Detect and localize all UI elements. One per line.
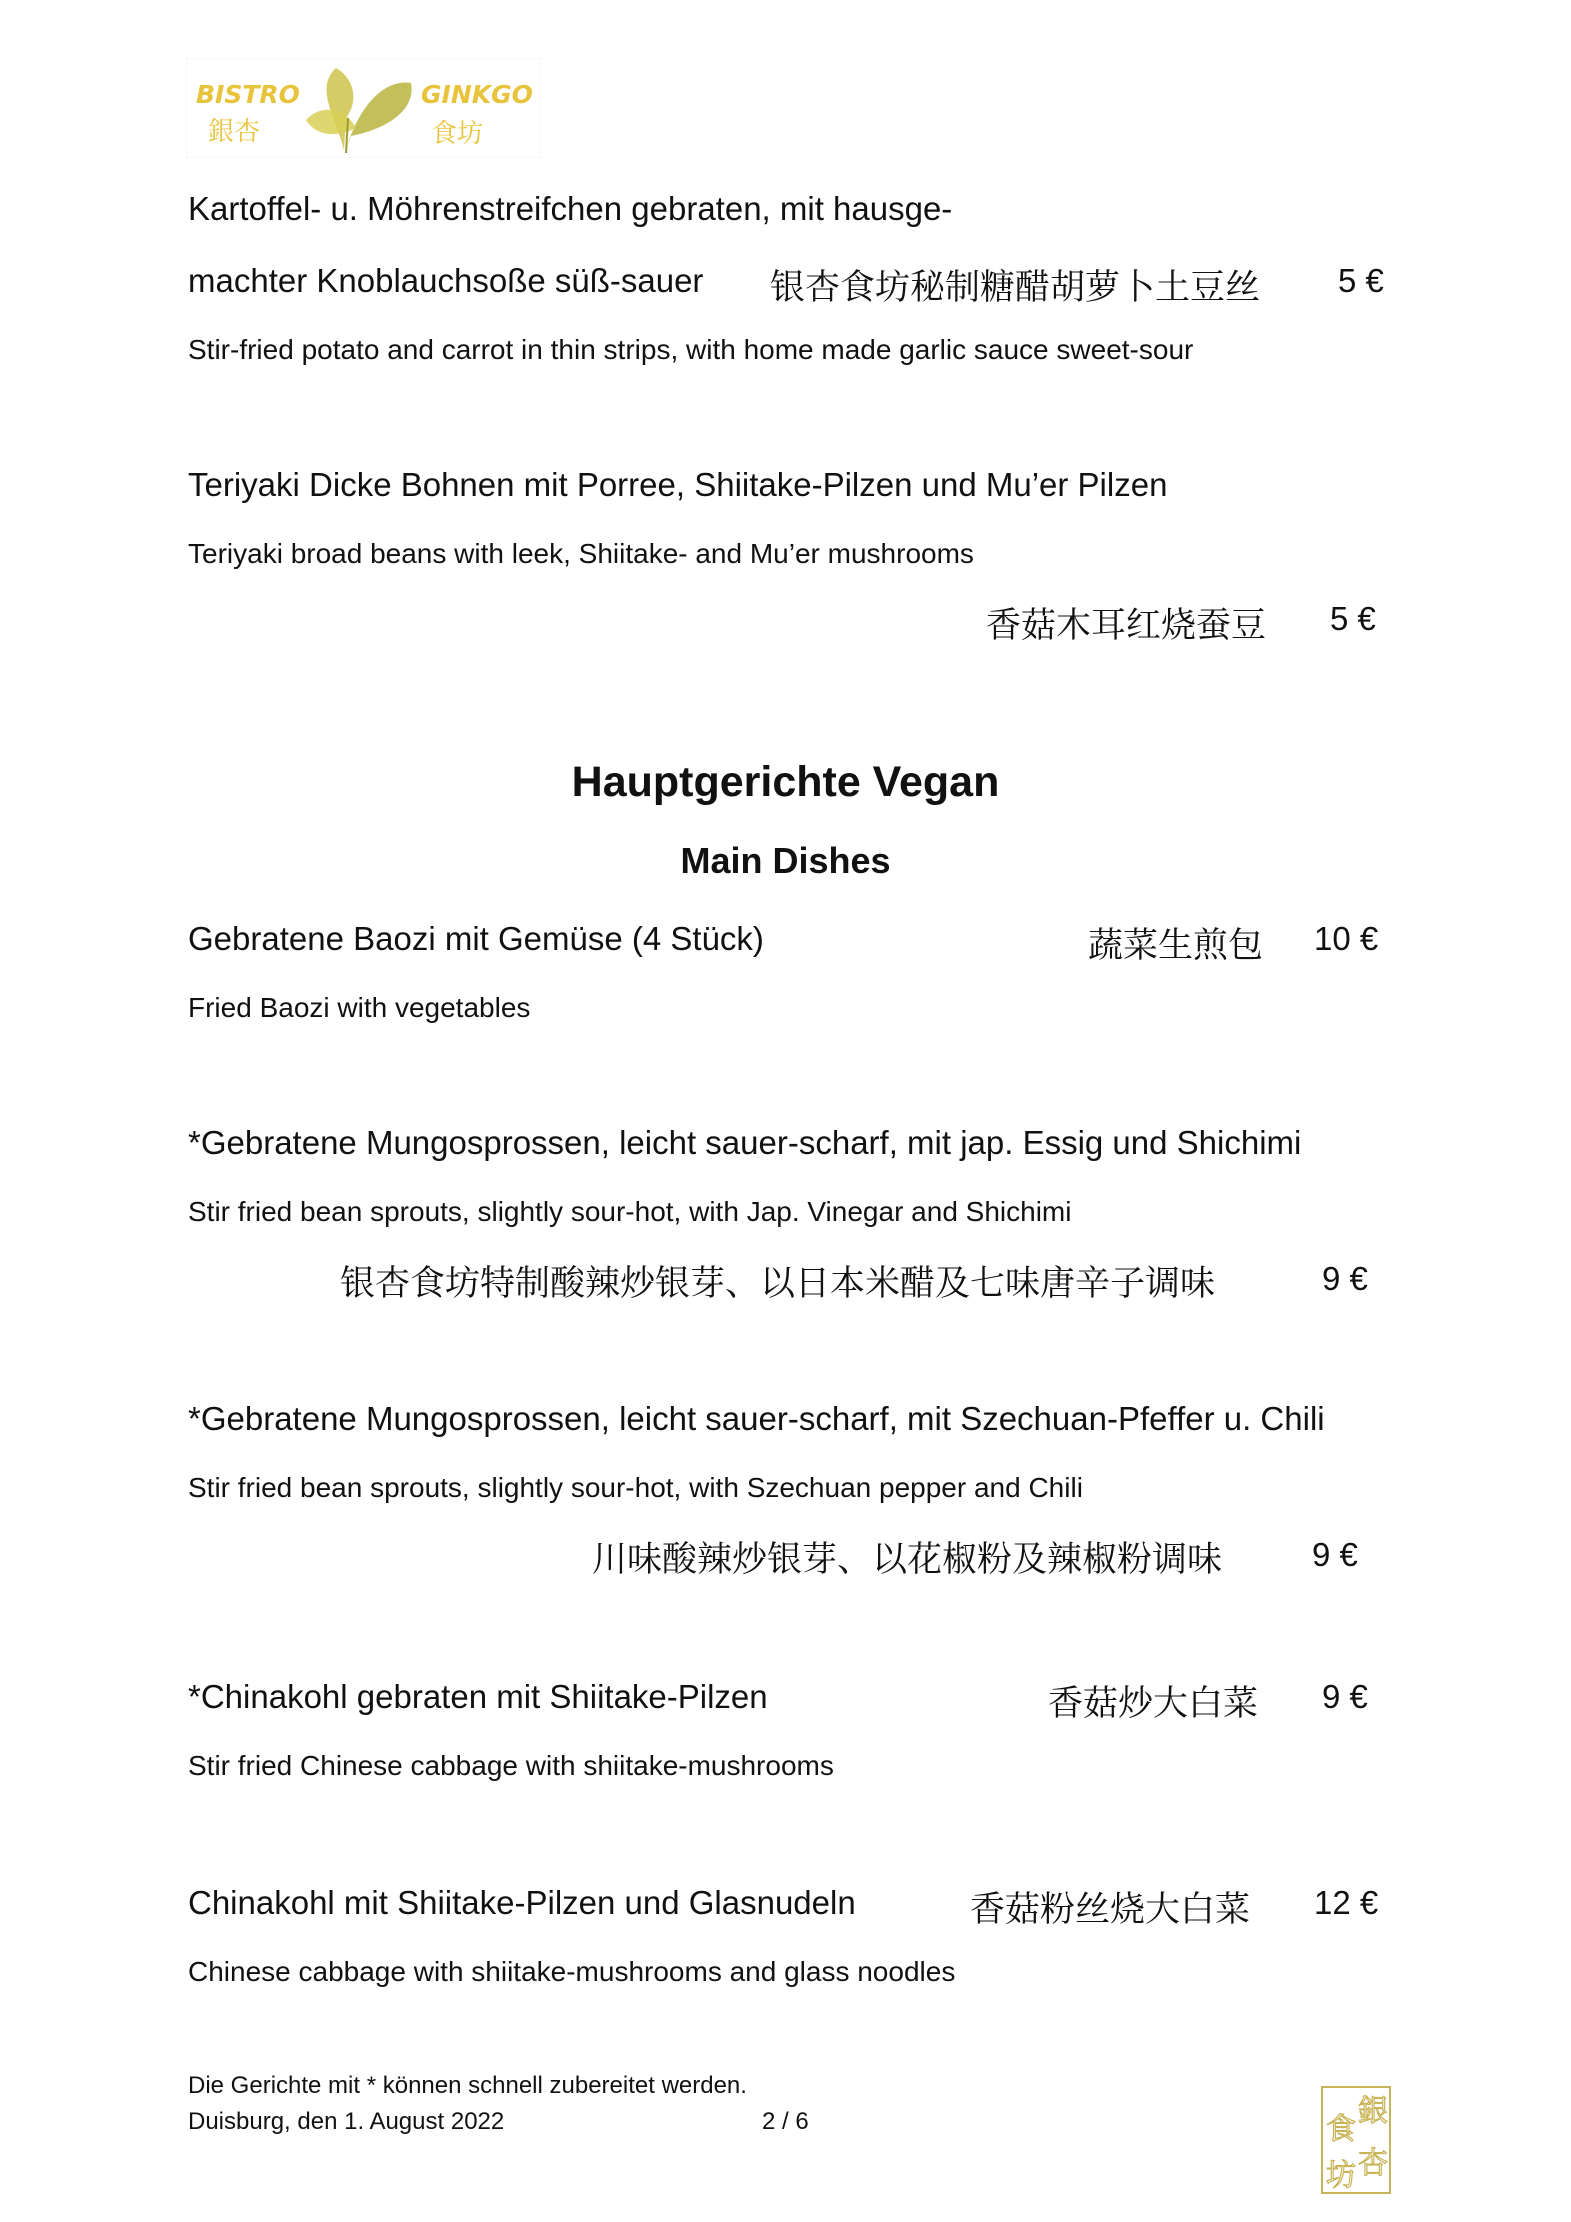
- dish-2-de: Teriyaki Dicke Bohnen mit Porree, Shiitake-Pilzen und Mu’er Pilzen: [188, 466, 1168, 503]
- dish-7-zh: 香菇粉丝烧大白菜: [970, 1890, 1251, 1930]
- dish-7-de: Chinakohl mit Shiitake-Pilzen und Glasnudeln: [188, 1884, 856, 1921]
- logo-name-right: GINKGO: [421, 80, 533, 109]
- dish-4-price: 9 €: [1322, 1260, 1368, 1297]
- bistro-ginkgo-logo: [186, 58, 541, 158]
- dish-5-en: Stir fried bean sprouts, slightly sour-hot, with Szechuan pepper and Chili: [188, 1472, 1083, 1503]
- dish-2-zh: 香菇木耳红烧蚕豆: [986, 606, 1267, 646]
- dish-1-en: Stir-fried potato and carrot in thin strips, with home made garlic sauce sweet-sour: [188, 334, 1194, 365]
- dish-6-zh: 香菇炒大白菜: [1048, 1684, 1259, 1724]
- dish-1-zh: 银杏食坊秘制糖醋胡萝卜土豆丝: [770, 268, 1261, 308]
- dish-4-zh: 银杏食坊特制酸辣炒银芽、以日本米醋及七味唐辛子调味: [340, 1264, 1216, 1304]
- dish-1-de-line2: machter Knoblauchsoße süß-sauer: [188, 262, 704, 299]
- footer-page-number: 2 / 6: [762, 2108, 809, 2135]
- dish-3-price: 10 €: [1314, 920, 1379, 957]
- dish-5-price: 9 €: [1312, 1536, 1358, 1573]
- dish-4-de: *Gebratene Mungosprossen, leicht sauer-scharf, mit jap. Essig und Shichimi: [188, 1124, 1302, 1161]
- dish-7-price: 12 €: [1314, 1884, 1379, 1921]
- dish-1-price: 5 €: [1338, 262, 1384, 299]
- dish-2-price: 5 €: [1330, 600, 1376, 637]
- dish-6-de: *Chinakohl gebraten mit Shiitake-Pilzen: [188, 1678, 768, 1715]
- section-title: Hauptgerichte Vegan: [571, 758, 1000, 806]
- seal-char-2: 杏: [1358, 2146, 1388, 2181]
- restaurant-seal-stamp: [1320, 2085, 1392, 2195]
- dish-7-en: Chinese cabbage with shiitake-mushrooms and glass noodles: [188, 1956, 956, 1987]
- dish-3-en: Fried Baozi with vegetables: [188, 992, 531, 1023]
- section-subtitle: Main Dishes: [680, 840, 891, 881]
- dish-6-en: Stir fried Chinese cabbage with shiitake-mushrooms: [188, 1750, 834, 1781]
- seal-char-3: 食: [1326, 2112, 1356, 2147]
- logo-cjk-left: 銀杏: [208, 117, 261, 147]
- dish-1-de-line1: Kartoffel- u. Möhrenstreifchen gebraten, mit hausge-: [188, 190, 953, 227]
- dish-2-en: Teriyaki broad beans with leek, Shiitake- and Mu’er mushrooms: [188, 538, 974, 569]
- dish-3-zh: 蔬菜生煎包: [1088, 926, 1264, 966]
- footer-place-date: Duisburg, den 1. August 2022: [188, 2108, 505, 2135]
- dish-3-de: Gebratene Baozi mit Gemüse (4 Stück): [188, 920, 764, 957]
- logo-cjk-right: 食坊: [431, 119, 484, 149]
- dish-5-de: *Gebratene Mungosprossen, leicht sauer-scharf, mit Szechuan-Pfeffer u. Chili: [188, 1400, 1325, 1437]
- footer-note: Die Gerichte mit * können schnell zubereitet werden.: [188, 2072, 747, 2099]
- seal-char-1: 銀: [1358, 2094, 1388, 2129]
- dish-5-zh: 川味酸辣炒银芽、以花椒粉及辣椒粉调味: [592, 1540, 1223, 1580]
- seal-char-4: 坊: [1326, 2158, 1356, 2193]
- dish-4-en: Stir fried bean sprouts, slightly sour-hot, with Jap. Vinegar and Shichimi: [188, 1196, 1072, 1227]
- logo-name-left: BISTRO: [196, 80, 300, 109]
- dish-6-price: 9 €: [1322, 1678, 1368, 1715]
